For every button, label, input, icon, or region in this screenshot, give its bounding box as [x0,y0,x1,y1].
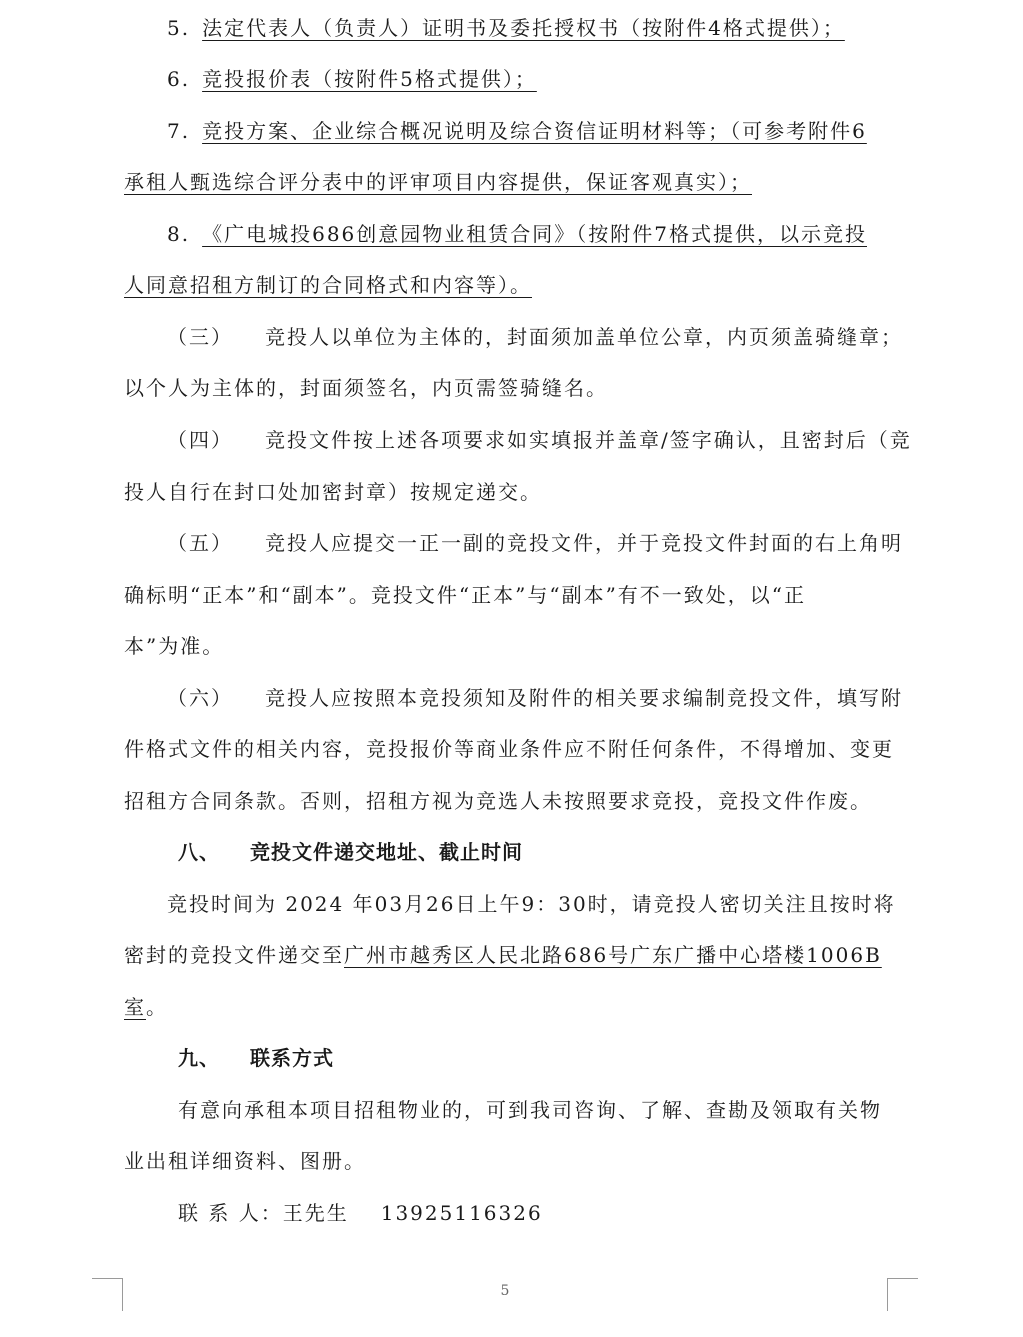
clause-5-line-3 [124,634,224,658]
item-6 [167,67,537,91]
item-5 [167,16,845,40]
clause-6-line-1 [167,686,903,710]
contact-phone: 13925116326 [380,1201,543,1225]
clause-4-text-2: 投人自行在封口处加密封章）按规定递交。 [124,480,542,504]
item-7-number: 7. [167,119,191,143]
clause-3-text-1: 竞投人以单位为主体的，封面须加盖单位公章，内页须盖骑缝章； [265,325,903,349]
submission-address-room: 室 [124,995,146,1019]
clause-4-line-1 [167,428,912,452]
clause-4-text-1: 竞投文件按上述各项要求如实填报并盖章/签字确认，且密封后（竞 [265,428,912,452]
section-8-text-2-plain: 密封的竞投文件递交至 [124,943,344,967]
section-8-line-2 [124,943,882,967]
item-7-text-2: 承租人甄选综合评分表中的评审项目内容提供，保证客观真实）； [124,170,752,194]
clause-5-text-1: 竞投人应提交一正一副的竞投文件，并于竞投文件封面的右上角明 [265,531,903,555]
clause-3-line-2 [124,376,608,400]
section-8-text-1: 竞投时间为 2024 年03月26日上午9：30时，请竞投人密切关注且按时将 [167,892,896,916]
section-8-title: 竞投文件递交地址、截止时间 [250,840,523,864]
item-8-line-2 [124,273,532,297]
section-9-text-1: 有意向承租本项目招租物业的，可到我司咨询、了解、查勘及领取有关物 [178,1098,882,1122]
section-8-line-3 [124,995,168,1019]
section-9-line-2 [124,1149,366,1173]
clause-5-line-2 [124,583,806,607]
contact-label: 联 系 人： [178,1201,283,1225]
item-6-number: 6. [167,67,191,91]
section-8-number: 八、 [178,840,220,864]
contact-name: 王先生 [282,1201,349,1225]
clause-5-text-3: 本”为准。 [124,634,225,658]
clause-6-line-2 [124,737,894,761]
section-8-heading [178,840,523,864]
submission-address: 广州市越秀区人民北路686号广东广播中心塔楼1006B [344,943,882,967]
section-9-title: 联系方式 [250,1046,334,1070]
clause-6-text-1: 竞投人应按照本竞投须知及附件的相关要求编制竞投文件，填写附 [265,686,903,710]
contact-line [178,1201,543,1225]
clause-4-label: （四） [167,428,233,452]
clause-6-line-3 [124,789,872,813]
item-8-number: 8. [167,222,191,246]
clause-5-line-1 [167,531,903,555]
section-8-text-3-plain: 。 [146,995,168,1019]
clause-4-line-2 [124,480,542,504]
item-5-number: 5. [167,16,191,40]
item-8-text-1: 《广电城投686创意园物业租赁合同》（按附件7格式提供，以示竞投 [202,222,867,246]
clause-3-text-2: 以个人为主体的，封面须签名，内页需签骑缝名。 [124,376,608,400]
clause-6-text-2: 件格式文件的相关内容，竞投报价等商业条件应不附任何条件，不得增加、变更 [124,737,894,761]
section-9-heading [178,1046,334,1070]
section-9-number: 九、 [178,1046,220,1070]
section-8-line-1 [167,892,896,916]
clause-5-label: （五） [167,531,233,555]
item-7-line-2 [124,170,752,194]
item-6-text: 竞投报价表（按附件5格式提供）； [202,67,537,91]
section-9-line-1 [178,1098,882,1122]
clause-3-label: （三） [167,325,233,349]
item-7-line-1 [167,119,867,143]
item-7-text-1: 竞投方案、企业综合概况说明及综合资信证明材料等；（可参考附件6 [202,119,867,143]
clause-6-text-3: 招租方合同条款。否则，招租方视为竞选人未按照要求竞投，竞投文件作废。 [124,789,872,813]
section-9-text-2: 业出租详细资料、图册。 [124,1149,366,1173]
clause-6-label: （六） [167,686,233,710]
clause-5-text-2: 确标明“正本”和“副本”。竞投文件“正本”与“副本”有不一致处，以“正 [124,583,807,607]
item-8-text-2: 人同意招租方制订的合同格式和内容等）。 [124,273,532,297]
item-5-text: 法定代表人（负责人）证明书及委托授权书（按附件4格式提供）； [202,16,845,40]
page-number: 5 [500,1283,510,1299]
clause-3-line-1 [167,325,903,349]
item-8-line-1 [167,222,867,246]
